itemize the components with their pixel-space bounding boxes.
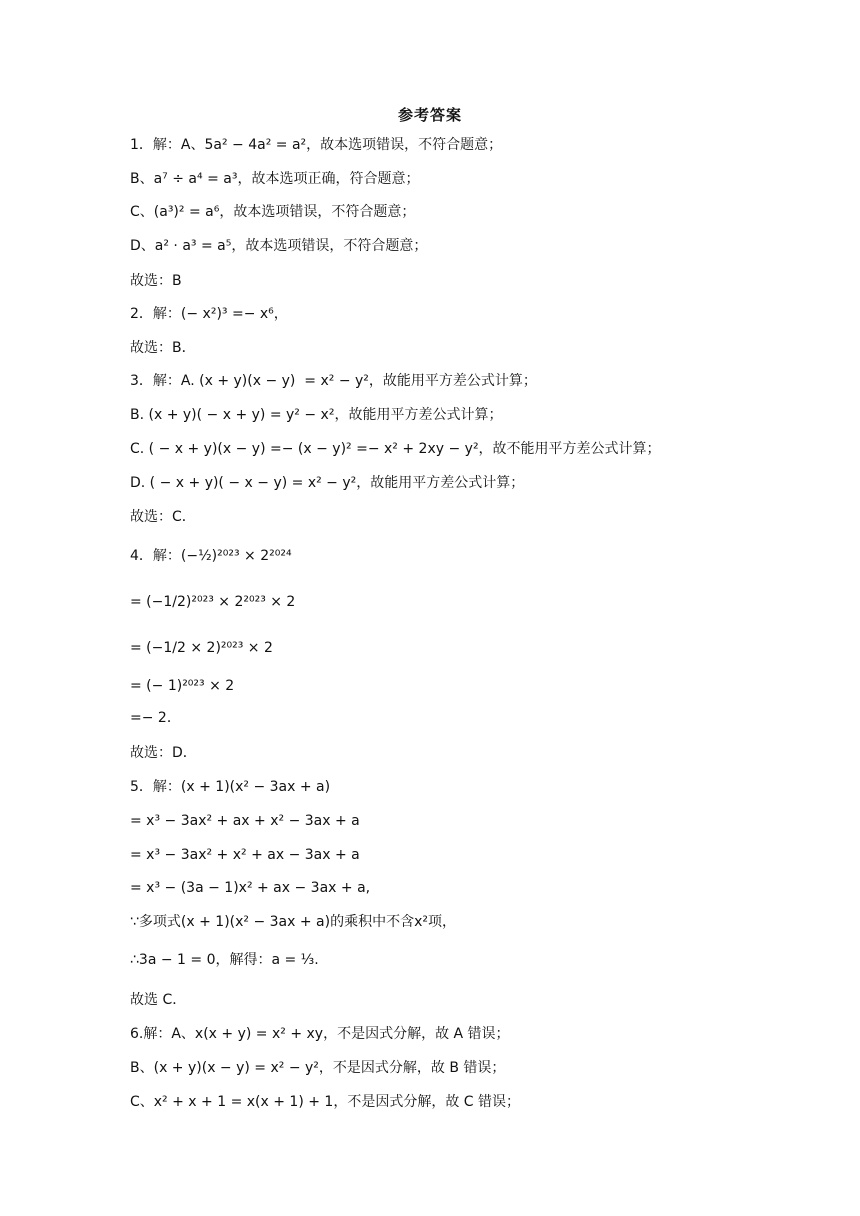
answer-line: ∴3a − 1 = 0，解得：a = ⅓. <box>130 952 319 968</box>
answer-line: C、x² + x + 1 = x(x + 1) + 1，不是因式分解，故 C 错误； <box>130 1094 521 1110</box>
answer-line: 故选 C． <box>130 992 187 1008</box>
answer-line: 故选：C． <box>130 509 196 525</box>
answer-line: B. (x + y)( − x + y) = y² − x²，故能用平方差公式计算； <box>130 407 503 423</box>
answer-line: = x³ − (3a − 1)x² + ax − 3ax + a, <box>130 880 371 896</box>
answer-line: 故选：D． <box>130 745 197 761</box>
answer-line: D. ( − x + y)( − x − y) = x² − y²，故能用平方差公式计算； <box>130 475 525 491</box>
answer-line: B、a⁷ ÷ a⁴ = a³，故本选项正确，符合题意； <box>130 171 420 187</box>
answer-line: C. ( − x + y)(x − y) =− (x − y)² =− x² + 2xy − y²，故不能用平方差公式计算； <box>130 441 661 457</box>
answer-line: 4．解：(−½)²⁰²³ × 2²⁰²⁴ <box>130 548 292 564</box>
answer-line: = (− 1)²⁰²³ × 2 <box>130 678 235 694</box>
answer-line: C、(a³)² = a⁶，故本选项错误，不符合题意； <box>130 204 416 220</box>
answer-line: D、a² · a³ = a⁵，故本选项错误，不符合题意； <box>130 238 428 254</box>
answer-line: 2．解：(− x²)³ =− x⁶， <box>130 306 288 322</box>
answer-line: 5．解：(x + 1)(x² − 3ax + a) <box>130 779 331 795</box>
answer-line: 故选：B <box>130 273 182 289</box>
page-title: 参考答案 <box>397 106 462 124</box>
answer-line: = x³ − 3ax² + x² + ax − 3ax + a <box>130 847 360 863</box>
answer-line: 6.解：A、x(x + y) = x² + xy，不是因式分解，故 A 错误； <box>130 1026 510 1042</box>
answer-line: = (−1/2 × 2)²⁰²³ × 2 <box>130 640 273 656</box>
answer-line: = (−1/2)²⁰²³ × 2²⁰²³ × 2 <box>130 594 296 610</box>
answer-line: B、(x + y)(x − y) = x² − y²，不是因式分解，故 B 错误； <box>130 1060 506 1076</box>
answer-line: 故选：B． <box>130 340 196 356</box>
answer-line: =− 2． <box>130 710 181 726</box>
answer-line: 1．解：A、5a² − 4a² = a²，故本选项错误，不符合题意； <box>130 137 503 153</box>
answer-line: = x³ − 3ax² + ax + x² − 3ax + a <box>130 813 360 829</box>
answer-line: 3．解：A. (x + y)(x − y) = x² − y²，故能用平方差公式计算； <box>130 373 537 389</box>
answer-line: ∵多项式(x + 1)(x² − 3ax + a)的乘积中不含x²项， <box>130 914 456 930</box>
